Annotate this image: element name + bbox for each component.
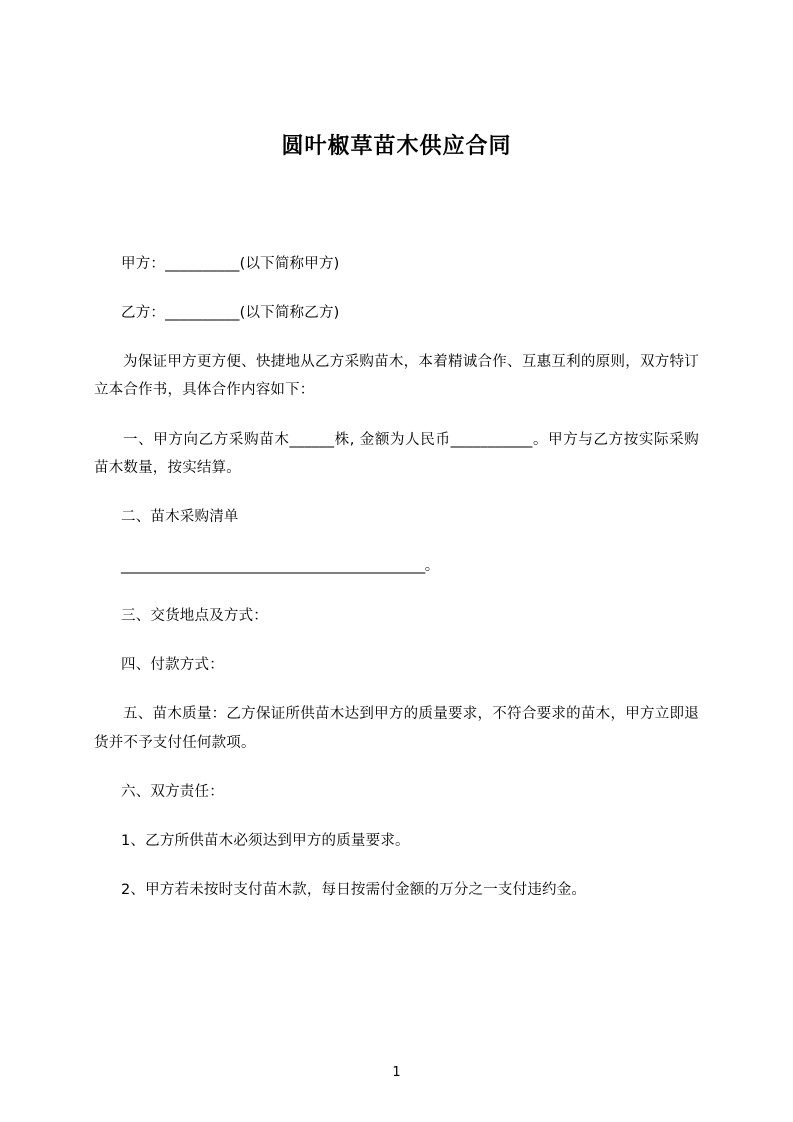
page-number: 1 [392, 1065, 401, 1080]
paragraph-clause-6: 六、双方责任： [121, 783, 224, 800]
paragraph-party-a: 甲方：__________(以下简称甲方) [121, 255, 340, 272]
paragraph-clause-1: 一、甲方向乙方采购苗木______株, 金额为人民币___________。甲方与乙方按实际采购苗木数量，按实结算。 [94, 431, 699, 476]
paragraph-clause-3: 三、交货地点及方式： [121, 607, 268, 624]
paragraph-clause-6-1: 1、乙方所供苗木必须达到甲方的质量要求。 [121, 833, 410, 850]
paragraph-clause-2: 二、苗木采购清单 [121, 509, 239, 526]
paragraph-blank-rule: _____________________________________________。 [121, 558, 439, 575]
paragraph-clause-5: 五、苗木质量：乙方保证所供苗木达到甲方的质量要求，不符合要求的苗木，甲方立即退货并不予支付任何款项。 [94, 706, 699, 751]
paragraph-party-b: 乙方：__________(以下简称乙方) [121, 304, 340, 321]
paragraph-clause-4: 四、付款方式： [121, 656, 224, 673]
paragraph-clause-6-2: 2、甲方若未按时支付苗木款，每日按需付金额的万分之一支付违约金。 [121, 882, 587, 899]
paragraph-preamble: 为保证甲方更方便、快捷地从乙方采购苗木，本着精诚合作、互惠互利的原则，双方特订立本合作书，具体合作内容如下： [94, 354, 699, 399]
document-body [94, 162, 699, 905]
page-title: 圆叶椒草苗木供应合同 [281, 134, 512, 159]
